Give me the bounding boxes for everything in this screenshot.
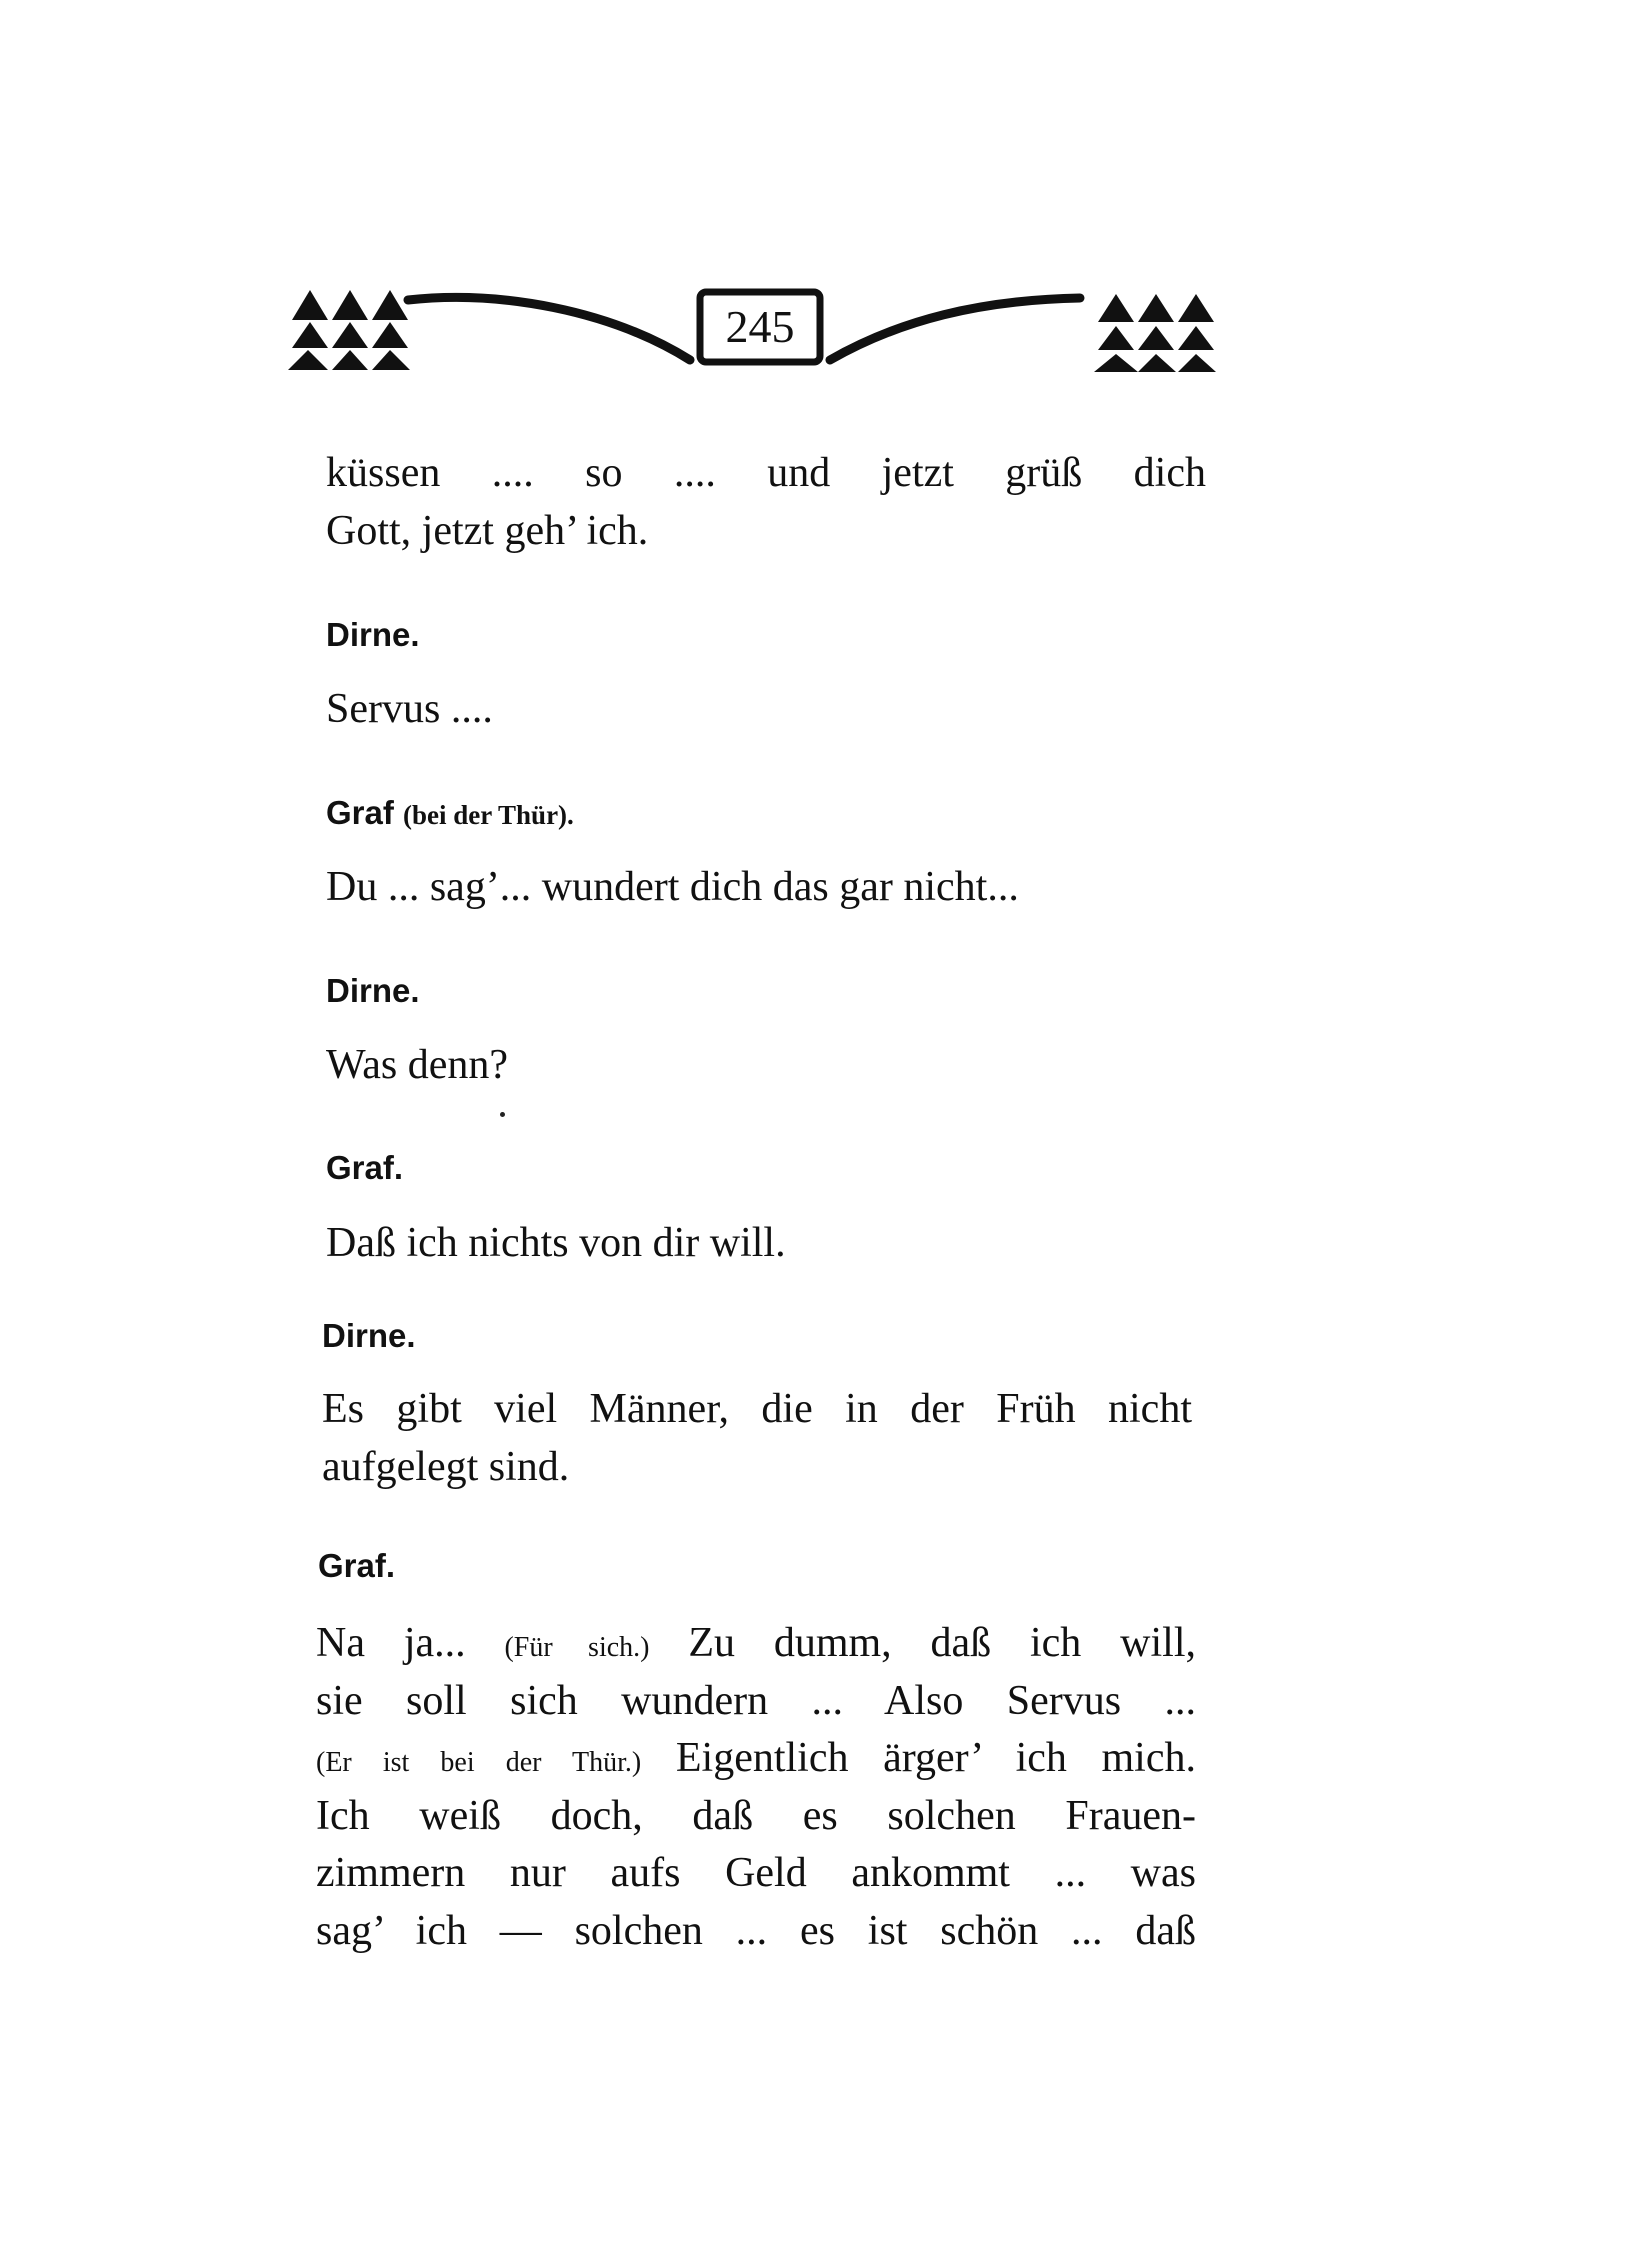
text-line-3: Servus .... bbox=[326, 686, 493, 732]
speaker-dirne: Dirne. bbox=[326, 972, 420, 1009]
speaker-name: Graf bbox=[326, 794, 394, 831]
text-line-7: Es gibt viel Männer, die in der Früh nicht bbox=[322, 1386, 1192, 1432]
stage-direction: (bei der Thür). bbox=[403, 800, 574, 830]
text-line-9 bbox=[316, 1622, 1196, 1669]
speaker-graf: Graf. bbox=[318, 1547, 396, 1584]
text-line-1: küssen .... so .... und jetzt grüß dich bbox=[326, 450, 1206, 496]
speaker-dirne: Dirne. bbox=[322, 1317, 416, 1354]
stage-direction: (Er ist bei der Thür.) bbox=[316, 1747, 642, 1778]
text-line-13: zimmern nur aufs Geld ankommt ... was bbox=[316, 1850, 1196, 1896]
speaker-dirne: Dirne. bbox=[326, 616, 420, 653]
text-line-6: Daß ich nichts von dir will. bbox=[326, 1220, 786, 1266]
text-line-11 bbox=[316, 1737, 1196, 1784]
page-header-ornament bbox=[280, 270, 1240, 400]
text-fragment: Na ja... bbox=[316, 1620, 466, 1666]
text-line-14: sag’ ich — solchen ... es ist schön ... daß bbox=[316, 1908, 1196, 1954]
text-line-12: Ich weiß doch, daß es solchen Frauen- bbox=[316, 1793, 1196, 1839]
text-fragment: Zu dumm, daß ich will, bbox=[688, 1620, 1196, 1666]
speaker-graf bbox=[326, 795, 574, 833]
stage-direction: (Für sich.) bbox=[504, 1632, 650, 1663]
text-line-5: Was denn? bbox=[326, 1042, 509, 1088]
print-speck bbox=[500, 1112, 505, 1117]
text-line-2: Gott, jetzt geh’ ich. bbox=[326, 508, 649, 554]
text-line-4: Du ... sag’... wundert dich das gar nicht... bbox=[326, 864, 1019, 910]
speaker-graf: Graf. bbox=[326, 1149, 404, 1186]
text-line-8: aufgelegt sind. bbox=[322, 1444, 570, 1490]
text-fragment: Eigentlich ärger’ ich mich. bbox=[675, 1735, 1196, 1781]
text-line-10: sie soll sich wundern ... Also Servus ... bbox=[316, 1678, 1196, 1724]
page-number: 245 bbox=[725, 301, 795, 352]
